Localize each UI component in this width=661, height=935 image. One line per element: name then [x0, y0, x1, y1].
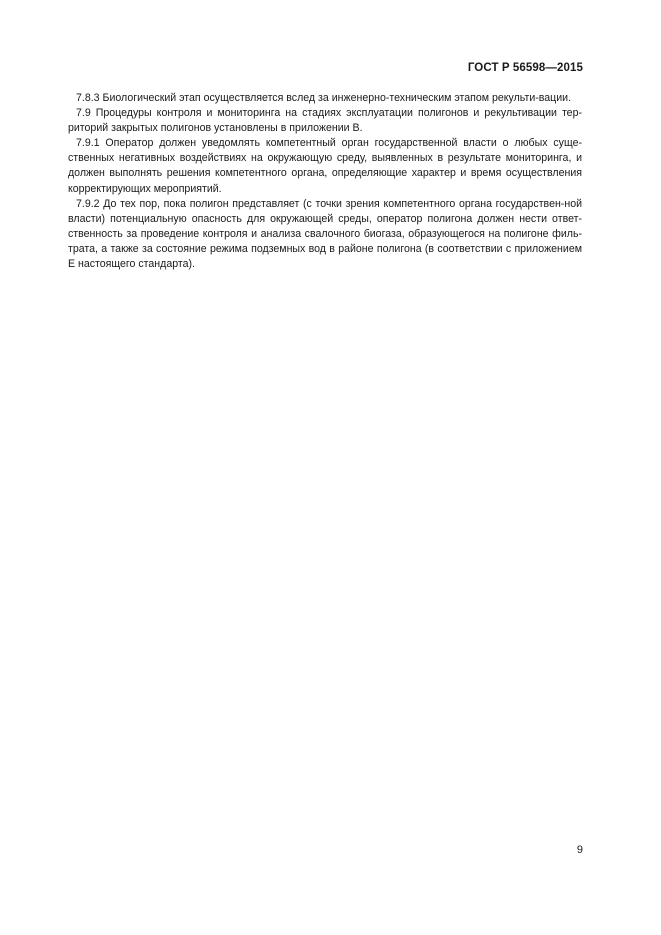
paragraph-7-9-1: 7.9.1 Оператор должен уведомлять компетентный орган государственной власти о любых суще-ственных негативных воздействиях на окружающую среду, выявленных в результате мониторинга, и должен выполнять решения компетентного органа, определяющие характер и время осуществления корректирующих мероприятий.	[68, 137, 582, 195]
document-body	[68, 91, 582, 272]
standard-code-header: ГОСТ Р 56598—2015	[467, 62, 583, 74]
paragraph-7-8-3: 7.8.3 Биологический этап осуществляется вслед за инженерно-техническим этапом рекульти-вации.	[76, 92, 572, 104]
page-number: 9	[576, 844, 583, 856]
paragraph-7-9: 7.9 Процедуры контроля и мониторинга на стадиях эксплуатации полигонов и рекультивации тер-риторий закрытых полигонов установлены в приложении В.	[68, 107, 582, 135]
paragraph-7-9-2: 7.9.2 До тех пор, пока полигон представляет (с точки зрения компетентного органа государствен-ной власти) потенциальную опасность для окружающей среды, оператор полигона должен нести ответ-ственность за проведение контроля и анализа свалочного биогаза, образующегося на полигоне филь-трата, а также за состояние режима подземных вод в районе полигона (в соответствии с приложением Е настоящего стандарта).	[68, 197, 582, 271]
